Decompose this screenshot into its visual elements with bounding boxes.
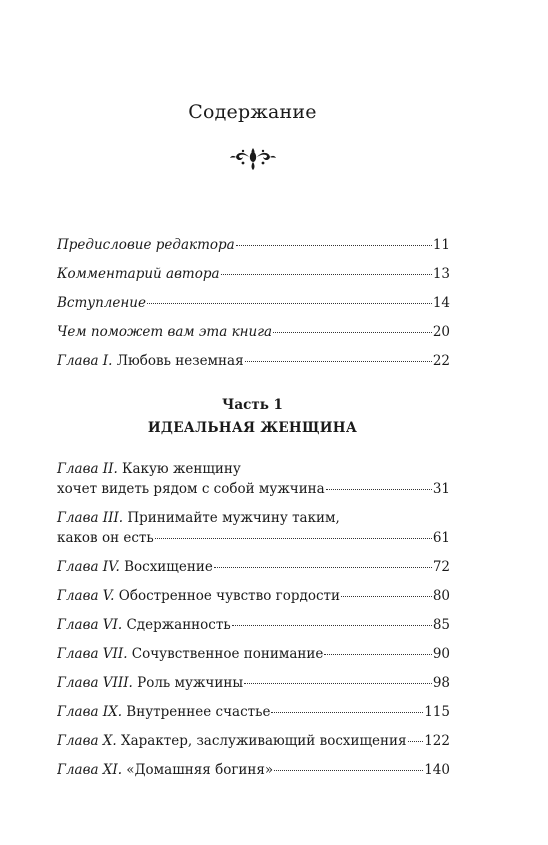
entry-title: Восхищение bbox=[119, 559, 213, 575]
toc-heading: Содержание bbox=[188, 101, 317, 123]
toc-entry[interactable] bbox=[57, 732, 450, 750]
dot-leader bbox=[214, 567, 432, 568]
entry-chapter-label: Глава I. bbox=[57, 353, 113, 369]
dot-leader bbox=[341, 596, 432, 597]
entry-chapter-label: Глава III. bbox=[57, 510, 124, 526]
entry-chapter-label: Глава XI. bbox=[57, 762, 123, 778]
dot-leader bbox=[221, 274, 432, 275]
page-number: 11 bbox=[432, 237, 450, 253]
page-number: 72 bbox=[432, 559, 450, 575]
toc-entry[interactable] bbox=[57, 236, 450, 254]
dot-leader bbox=[245, 361, 432, 362]
toc-entry[interactable] bbox=[57, 294, 450, 312]
dot-leader bbox=[326, 489, 432, 490]
dot-leader bbox=[408, 741, 424, 742]
entry-chapter-label: Глава VIII. bbox=[57, 675, 133, 691]
page-number: 85 bbox=[432, 617, 450, 633]
entry-chapter-label: Глава IV. bbox=[57, 559, 120, 575]
part-number: Часть 1 bbox=[222, 397, 283, 413]
page-number: 14 bbox=[432, 295, 450, 311]
toc-entry[interactable] bbox=[57, 323, 450, 341]
entry-title: Какую женщину bbox=[117, 461, 241, 477]
entry-title: Чем поможет вам эта книга bbox=[57, 324, 273, 340]
dot-leader bbox=[147, 303, 432, 304]
entry-chapter-label: Глава IX. bbox=[57, 704, 123, 720]
page-number: 31 bbox=[432, 481, 450, 497]
toc-entry[interactable] bbox=[57, 265, 450, 283]
toc-entry[interactable] bbox=[57, 761, 450, 779]
entry-title: Принимайте мужчину таким, bbox=[123, 510, 340, 526]
dot-leader bbox=[244, 683, 432, 684]
dot-leader bbox=[273, 332, 432, 333]
entry-title: Сочувственное понимание bbox=[127, 646, 324, 662]
dot-leader bbox=[236, 245, 432, 246]
toc-entry[interactable] bbox=[57, 352, 450, 370]
toc-entry[interactable] bbox=[57, 645, 450, 663]
dot-leader bbox=[271, 712, 423, 713]
toc-entry[interactable] bbox=[57, 674, 450, 692]
page-number: 80 bbox=[432, 588, 450, 604]
page-number: 140 bbox=[424, 762, 450, 778]
entry-chapter-label: Глава VII. bbox=[57, 646, 128, 662]
toc-entry[interactable] bbox=[57, 509, 450, 547]
entry-title: Любовь неземная bbox=[112, 353, 244, 369]
dot-leader bbox=[324, 654, 431, 655]
entry-chapter-label: Глава II. bbox=[57, 461, 118, 477]
entry-title: Вступление bbox=[57, 295, 146, 311]
page-number: 122 bbox=[424, 733, 450, 749]
entry-title: Обостренное чувство гордости bbox=[114, 588, 340, 604]
page-number: 90 bbox=[432, 646, 450, 662]
entry-title: Роль мужчины bbox=[132, 675, 244, 691]
dot-leader bbox=[155, 538, 432, 539]
entry-chapter-label: Глава VI. bbox=[57, 617, 123, 633]
entry-chapter-label: Глава V. bbox=[57, 588, 115, 604]
part-title: ИДЕАЛЬНАЯ ЖЕНЩИНА bbox=[147, 420, 358, 436]
entry-title: Внутреннее счастье bbox=[122, 704, 271, 720]
entry-chapter-label: Глава X. bbox=[57, 733, 117, 749]
toc-entry[interactable] bbox=[57, 460, 450, 498]
entry-title: «Домашняя богиня» bbox=[122, 762, 274, 778]
entry-title: Предисловие редактора bbox=[57, 237, 235, 253]
page-number: 98 bbox=[432, 675, 450, 691]
intro-toc-list bbox=[57, 236, 450, 370]
toc-entry[interactable] bbox=[57, 616, 450, 634]
page-number: 22 bbox=[432, 353, 450, 369]
entry-title: Сдержанность bbox=[122, 617, 231, 633]
dot-leader bbox=[232, 625, 432, 626]
chapters-toc-list bbox=[57, 460, 450, 779]
page-number: 115 bbox=[424, 704, 450, 720]
page-number: 20 bbox=[432, 324, 450, 340]
page-number: 61 bbox=[432, 530, 450, 546]
page-number: 13 bbox=[432, 266, 450, 282]
entry-title: Комментарий автора bbox=[57, 266, 220, 282]
entry-title-continued: каков он есть bbox=[57, 530, 154, 546]
entry-title-continued: хочет видеть рядом с собой мужчина bbox=[57, 481, 325, 497]
dot-leader bbox=[274, 770, 423, 771]
toc-entry[interactable] bbox=[57, 587, 450, 605]
fleuron-ornament-icon bbox=[228, 143, 278, 173]
toc-entry[interactable] bbox=[57, 558, 450, 576]
toc-entry[interactable] bbox=[57, 703, 450, 721]
entry-title: Характер, заслуживающий восхищения bbox=[116, 733, 407, 749]
